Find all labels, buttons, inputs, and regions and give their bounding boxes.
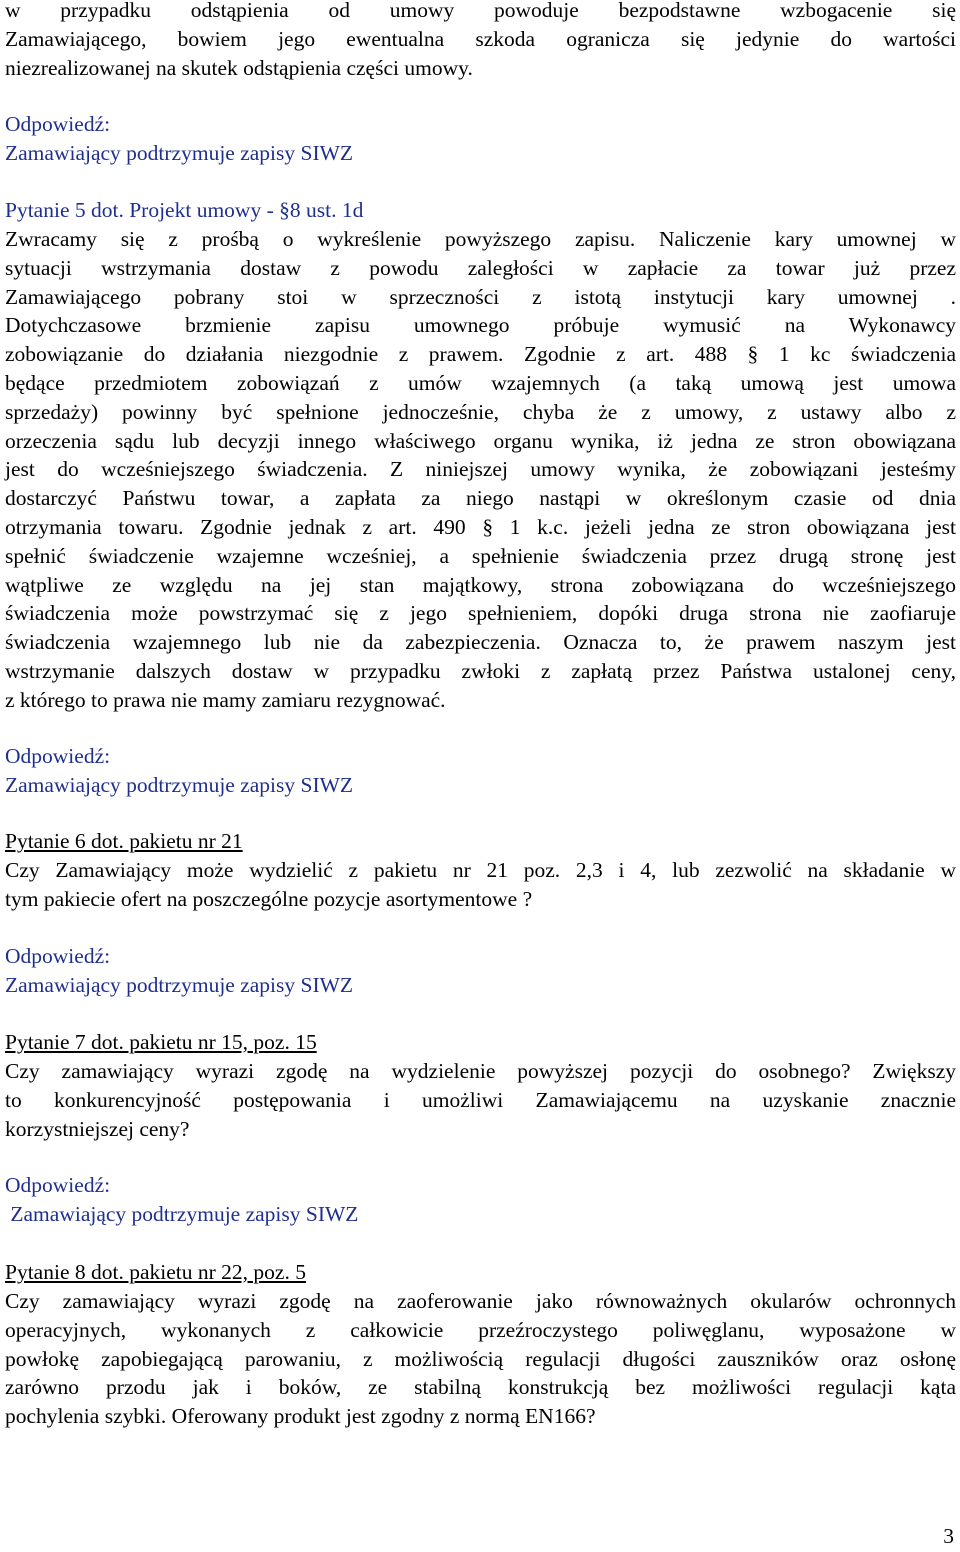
answer-label: Odpowiedź:	[5, 944, 111, 968]
question-5-title: Pytanie 5 dot. Projekt umowy - §8 ust. 1d	[5, 198, 364, 222]
text-line: Czy zamawiający wyrazi zgodę na wydzielenie powyższej pozycji do osobnego? Zwiększy	[5, 1059, 956, 1083]
text-line: będące przedmiotem zobowiązań z umów wzajemnych (a taką umową jest umowa	[5, 370, 956, 395]
text-line: zobowiązanie do działania niezgodnie z prawem. Zgodnie z art. 488 § 1 kc świadczenia	[5, 342, 956, 367]
question-5-body	[5, 225, 956, 715]
text-line: Czy zamawiający wyrazi zgodę na zaoferowanie jako równoważnych okularów ochronnych	[5, 1289, 956, 1313]
text-line: tym pakiecie ofert na poszczególne pozycje asortymentowe ?	[5, 886, 533, 911]
text-line: niezrealizowanej na skutek odstąpienia części umowy.	[5, 55, 473, 80]
text-line: korzystniejszej ceny?	[5, 1116, 190, 1141]
question-title	[5, 1258, 956, 1287]
question-title	[5, 196, 956, 225]
answer-block	[5, 1171, 956, 1229]
text-line: to konkurencyjność postępowania i umożliwi Zamawiającemu na uzyskanie znacznie	[5, 1087, 956, 1112]
question-title	[5, 827, 956, 856]
answer-block	[5, 942, 956, 1000]
text-line: jest do wcześniejszego świadczenia. Z niniejszej umowy wynika, że zobowiązani jesteśmy	[5, 457, 956, 482]
answer-text: Zamawiający podtrzymuje zapisy SIWZ	[5, 972, 354, 997]
text-line: sytuacji wstrzymania dostaw z powodu zaległości w zapłacie za towar już przez	[5, 255, 956, 280]
intro-paragraph	[5, 0, 956, 82]
question-8-body	[5, 1287, 956, 1431]
question-8-title: Pytanie 8 dot. pakietu nr 22, poz. 5	[5, 1260, 306, 1284]
answer-block	[5, 742, 956, 800]
answer-block	[5, 110, 956, 168]
question-7-body	[5, 1057, 956, 1143]
text-line: sprzedaży) powinny być spełnione jednocześnie, chyba że z umowy, z ustawy albo z	[5, 399, 956, 424]
text-line: pochylenia szybki. Oferowany produkt jest zgodny z normą EN166?	[5, 1404, 596, 1429]
text-line: z którego to prawa nie mamy zamiaru rezygnować.	[5, 687, 446, 712]
text-line: Dotychczasowe brzmienie zapisu umownego próbuje wymusić na Wykonawcy	[5, 313, 956, 338]
text-line: świadczenia może powstrzymać się z jego spełnieniem, dopóki druga strona nie zaofiaruje	[5, 601, 956, 626]
text-line: Zamawiającego, bowiem jego ewentualna szkoda ogranicza się jedynie do wartości	[5, 26, 956, 51]
text-line: w przypadku odstąpienia od umowy powoduje bezpodstawne wzbogacenie się	[5, 0, 956, 22]
text-line: Zwracamy się z prośbą o wykreślenie powyższego zapisu. Naliczenie kary umownej w	[5, 227, 956, 251]
text-line: powłokę zapobiegającą parowaniu, z możliwością regulacji długości zauszników oraz osłonę	[5, 1346, 956, 1371]
question-title	[5, 1028, 956, 1057]
page-number: 3	[943, 1524, 954, 1548]
text-line: orzeczenia sądu lub decyzji innego właściwego organu wynika, iż jedna ze stron obowiązana	[5, 428, 956, 453]
text-line: dostarczyć Państwu towar, a zapłata za niego nastąpi w określonym czasie od dnia	[5, 486, 956, 511]
text-line: Czy Zamawiający może wydzielić z pakietu nr 21 poz. 2,3 i 4, lub zezwolić na składanie w	[5, 858, 956, 882]
text-line: Zamawiającego pobrany stoi w sprzeczności z istotą instytucji kary umownej .	[5, 284, 956, 309]
text-line: świadczenia wzajemnego lub nie da zabezpieczenia. Oznacza to, że prawem naszym jest	[5, 630, 956, 655]
answer-label: Odpowiedź:	[5, 1173, 111, 1197]
answer-label: Odpowiedź:	[5, 744, 111, 768]
text-line: operacyjnych, wykonanych z całkowicie przeźroczystego poliwęglanu, wyposażone w	[5, 1317, 956, 1342]
text-line: wątpliwe ze względu na jej stan majątkowy, strona zobowiązana do wcześniejszego	[5, 572, 956, 597]
question-7-title: Pytanie 7 dot. pakietu nr 15, poz. 15	[5, 1030, 317, 1054]
text-line: zarówno przodu jak i boków, ze stabilną konstrukcją bez możliwości regulacji kąta	[5, 1375, 956, 1400]
text-line: wstrzymanie dalszych dostaw w przypadku zwłoki z zapłatą przez Państwa ustalonej ceny,	[5, 658, 956, 683]
question-6-title: Pytanie 6 dot. pakietu nr 21	[5, 829, 243, 853]
text-line: spełnić świadczenie wzajemne wcześniej, a spełnienie świadczenia przez drugą stronę jest	[5, 543, 956, 568]
answer-text: Zamawiający podtrzymuje zapisy SIWZ	[5, 1201, 359, 1226]
question-6-body	[5, 856, 956, 914]
answer-text: Zamawiający podtrzymuje zapisy SIWZ	[5, 772, 354, 797]
text-line: otrzymania towaru. Zgodnie jednak z art. 490 § 1 k.c. jeżeli jedna ze stron obowiązana jest	[5, 514, 956, 539]
answer-text: Zamawiający podtrzymuje zapisy SIWZ	[5, 140, 354, 165]
answer-label: Odpowiedź:	[5, 112, 111, 136]
